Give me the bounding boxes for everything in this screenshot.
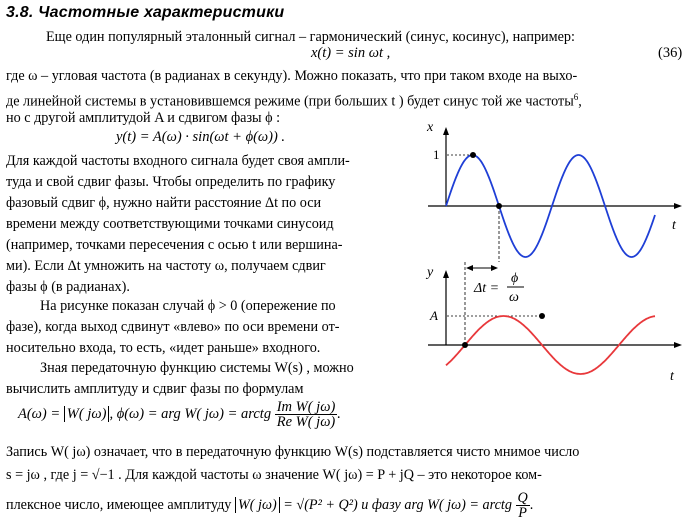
paragraph-line: де линейной системы в установившемся режиме (при больших t ) будет синус той же частоты$^6$, <box>6 92 582 110</box>
paragraph-line: фазе), когда выход сдвинут «влево» по оси времени от- <box>6 319 340 335</box>
paragraph-line: Запись W( jω) означает, что в передаточную функцию W(s) подставляется чисто мнимое число <box>6 444 580 460</box>
paragraph-line: фазовый сдвиг ϕ, нужно найти расстояние Δt по оси <box>6 195 322 211</box>
output-peak-point <box>539 313 545 319</box>
paragraph-line: На рисунке показан случай ϕ > 0 (опережение по <box>40 298 336 314</box>
paragraph-line: Для каждой частоты входного сигнала будет своя ампли- <box>6 153 350 169</box>
top-tick-label: 1 <box>433 147 440 162</box>
paragraph-line: s = jω , где j = √−1 . Для каждой частоты ω значение W( jω) = P + jQ – это некоторое ком- <box>6 467 542 483</box>
paragraph-line: времени между соответствующими точками синусоид <box>6 216 334 232</box>
bottom-t-arrow <box>674 342 682 348</box>
dt-arrow-left <box>466 265 473 271</box>
paragraph-line: вычислить амплитуду и сдвиг фазы по формулам <box>6 381 304 397</box>
paragraph-line: фазы ϕ (в радианах). <box>6 279 130 295</box>
input-plot <box>426 120 682 262</box>
top-x-arrow <box>443 127 449 135</box>
paragraph-line: Зная передаточную функцию системы W(s) , можно <box>40 360 354 376</box>
formula-output: y(t) = A(ω) · sin(ωt + ϕ(ω)) . <box>116 129 286 145</box>
paragraph-line: ми). Если Δt умножить на частоту ω, получаем сдвиг <box>6 258 326 274</box>
equation-number: (36) <box>658 45 683 61</box>
input-peak-point <box>470 152 476 158</box>
output-plot <box>425 262 682 384</box>
paragraph-line: где ω – угловая частота (в радианах в секунду). Можно показать, что при таком входе на выхо- <box>6 68 578 84</box>
paragraph-line: (например, точками пересечения с осью t или вершина- <box>6 237 343 253</box>
paragraph-line: но с другой амплитудой A и сдвигом фазы ϕ : <box>6 110 281 126</box>
paragraph-line: носительно входа, то есть, «идет раньше» входного. <box>6 340 321 356</box>
paragraph-line: туда и свой сдвиг фазы. Чтобы определить по графику <box>6 174 336 190</box>
top-t-label: t <box>672 218 676 233</box>
dt-arrow-right <box>491 265 498 271</box>
bottom-y-arrow <box>443 270 449 278</box>
bottom-t-label: t <box>670 369 674 384</box>
footnote-mark: 6 <box>573 92 579 102</box>
top-t-arrow <box>674 203 682 209</box>
dt-fraction-numerator: ϕ <box>511 271 519 286</box>
paragraph-line: Еще один популярный эталонный сигнал – гармонический (синус, косинус), например: <box>46 29 575 45</box>
formula-amplitude-phase: A(ω) = W( jω) , ϕ(ω) = arg W( jω) = arctg $\frac{\text{Im W( jω)}}{\text{Re W( jω)}}$ . <box>18 399 341 430</box>
bottom-tick-label: A <box>430 308 438 323</box>
paragraph-line: плексное число, имеющее амплитуду W( jω) = √(P² + Q²) и фазу arg W( jω) = arctg $\frac{Q}{P}$ . <box>6 490 534 521</box>
dt-fraction-denominator: ω <box>509 290 519 305</box>
bottom-y-label: y <box>427 265 434 280</box>
formula-input: x(t) = sin ωt , <box>311 45 391 61</box>
top-y-label: x <box>427 120 434 135</box>
dt-label: Δt = <box>474 281 500 296</box>
section-title: 3.8. Частотные характеристики <box>6 4 285 21</box>
